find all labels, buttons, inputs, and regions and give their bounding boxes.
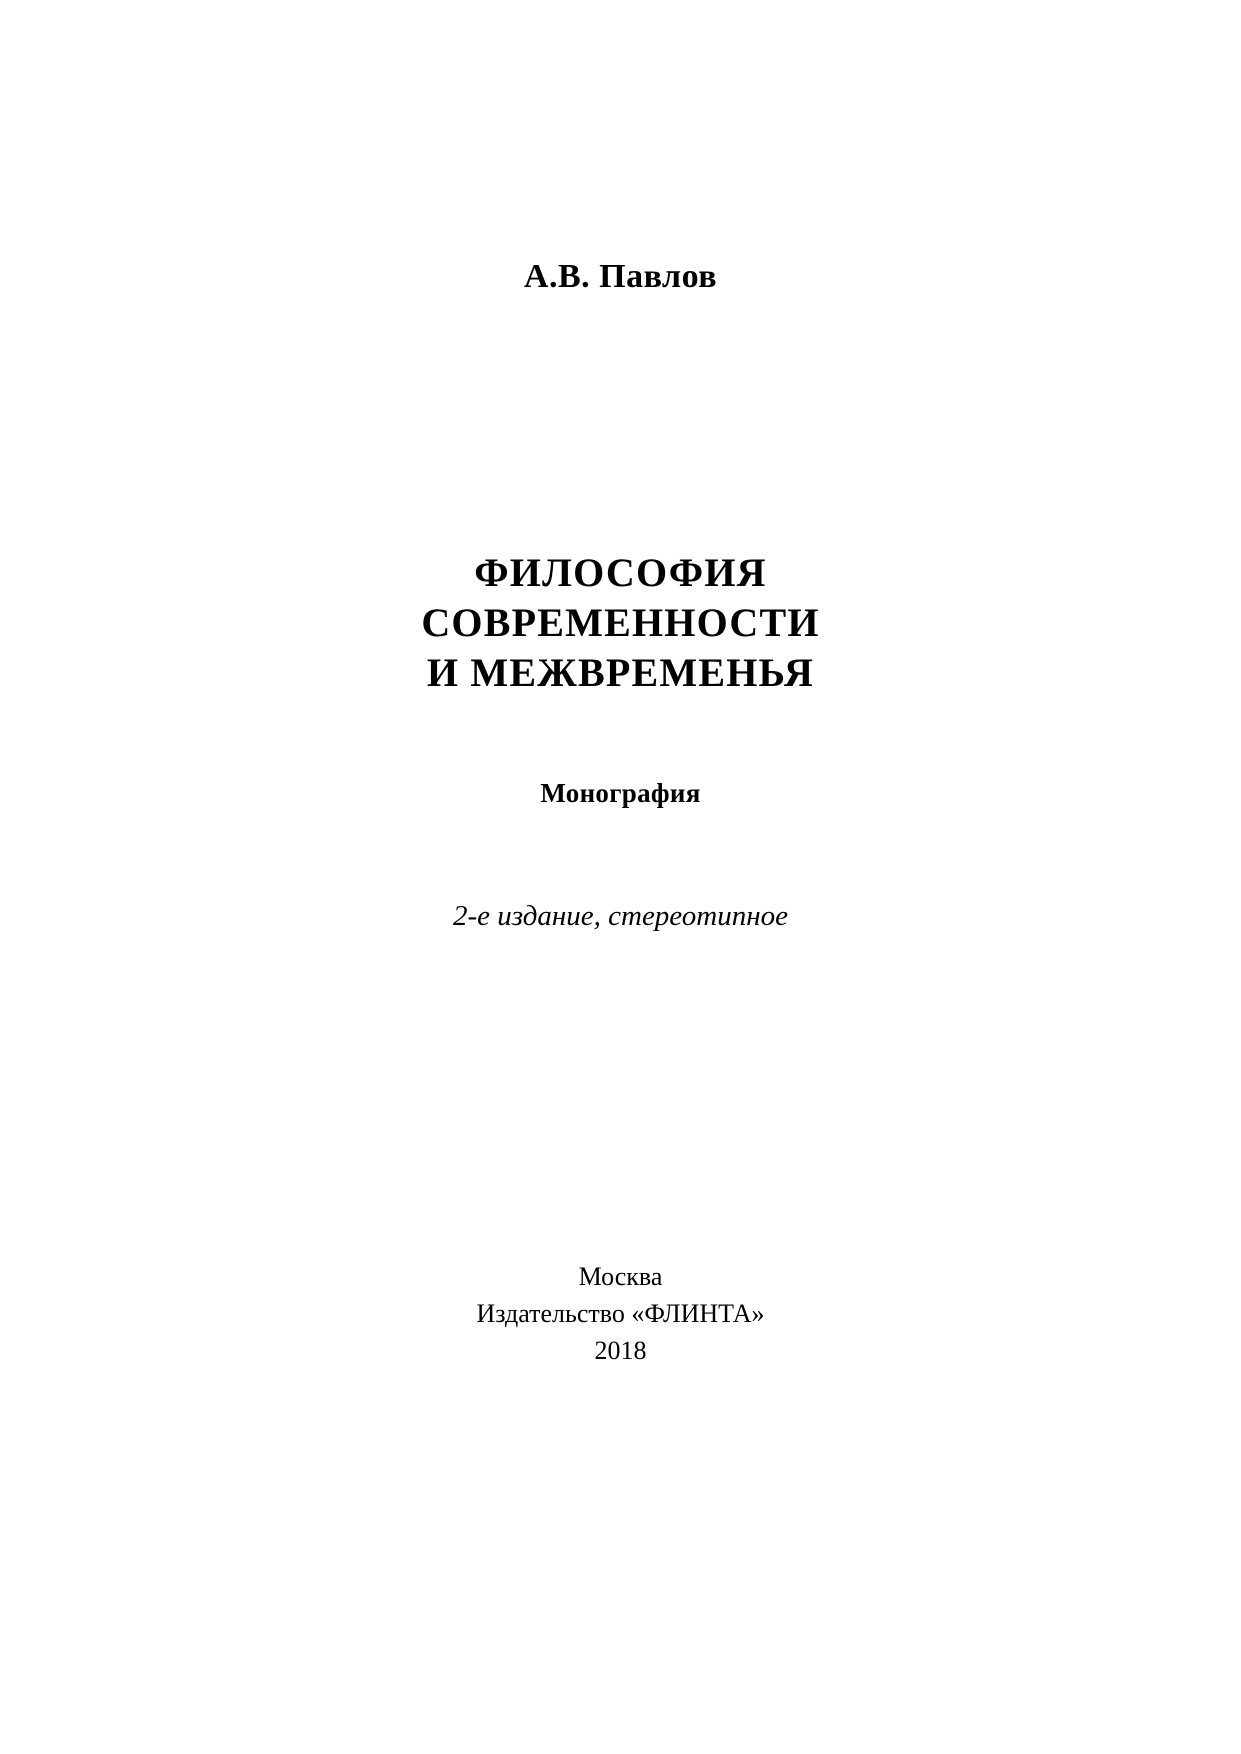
- imprint-publisher: Издательство «ФЛИНТА»: [476, 1299, 765, 1328]
- imprint-city: Москва: [578, 1262, 663, 1291]
- edition-statement: 2-е издание, стереотипное: [452, 900, 788, 932]
- work-type-label: Монография: [540, 778, 701, 808]
- book-title: [0, 548, 1241, 698]
- imprint-block: [0, 1258, 1241, 1369]
- book-title-line-1: ФИЛОСОФИЯ: [474, 550, 767, 595]
- author-name: А.В. Павлов: [523, 258, 718, 295]
- book-title-line-2: СОВРЕМЕННОСТИ: [421, 600, 820, 645]
- book-title-line-3: И МЕЖВРЕМЕНЬЯ: [426, 650, 815, 695]
- imprint-year: 2018: [594, 1336, 647, 1365]
